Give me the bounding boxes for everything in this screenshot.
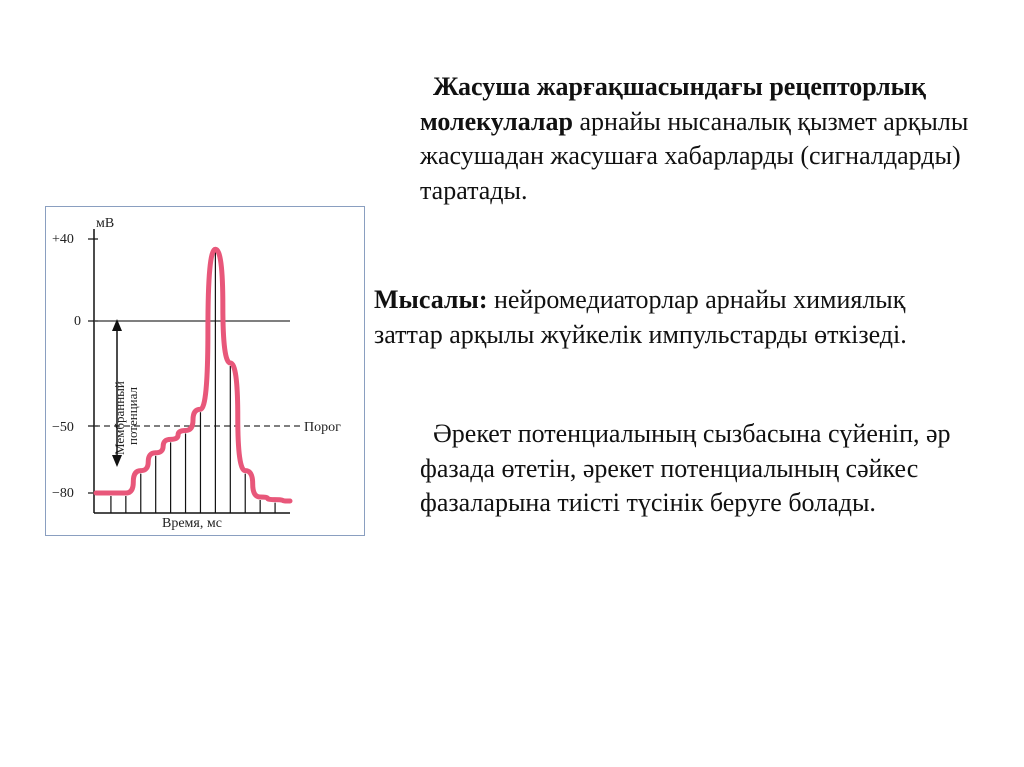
paragraph-example (374, 283, 974, 352)
y-tick-label: −80 (52, 486, 74, 501)
paragraph-action-potential (420, 417, 980, 521)
paragraph-example-rest: нейромедиаторлар арнайы химиялық заттар арқылы жүйкелік импульстарды өткізеді. (374, 285, 907, 349)
x-axis-label: Время, мс (162, 516, 222, 531)
action-potential-chart (46, 207, 366, 537)
action-potential-figure (45, 206, 365, 536)
y-unit-label: мВ (96, 216, 115, 231)
y-tick-label: −50 (52, 420, 74, 435)
paragraph-action-potential-text: Әрекет потенциалының сызбасына сүйеніп, әр фазада өтетін, әрекет потенциалының сәйкес фазаларына тиісті түсінік беруге болады. (420, 419, 951, 517)
paragraph-receptors-rest: арнайы нысаналық қызмет арқылы жасушадан жасушаға хабарларды (сигналдарды) таратады. (420, 106, 969, 205)
threshold-label: Порог (304, 420, 341, 435)
y-axis-label-line2: потенциал (125, 387, 140, 445)
paragraph-receptors-bold: Жасуша жарғақшасындағы рецепторлық молекулалар (420, 72, 926, 136)
paragraph-receptors (420, 70, 980, 208)
y-tick-label: 0 (74, 314, 81, 329)
chart-axes (88, 229, 302, 513)
y-axis-label (112, 381, 140, 455)
membrane-potential-curve (96, 249, 290, 501)
paragraph-example-bold: Мысалы: (374, 285, 488, 314)
y-axis-label-line1: Мембранный (112, 381, 127, 455)
y-tick-label: +40 (52, 232, 74, 247)
